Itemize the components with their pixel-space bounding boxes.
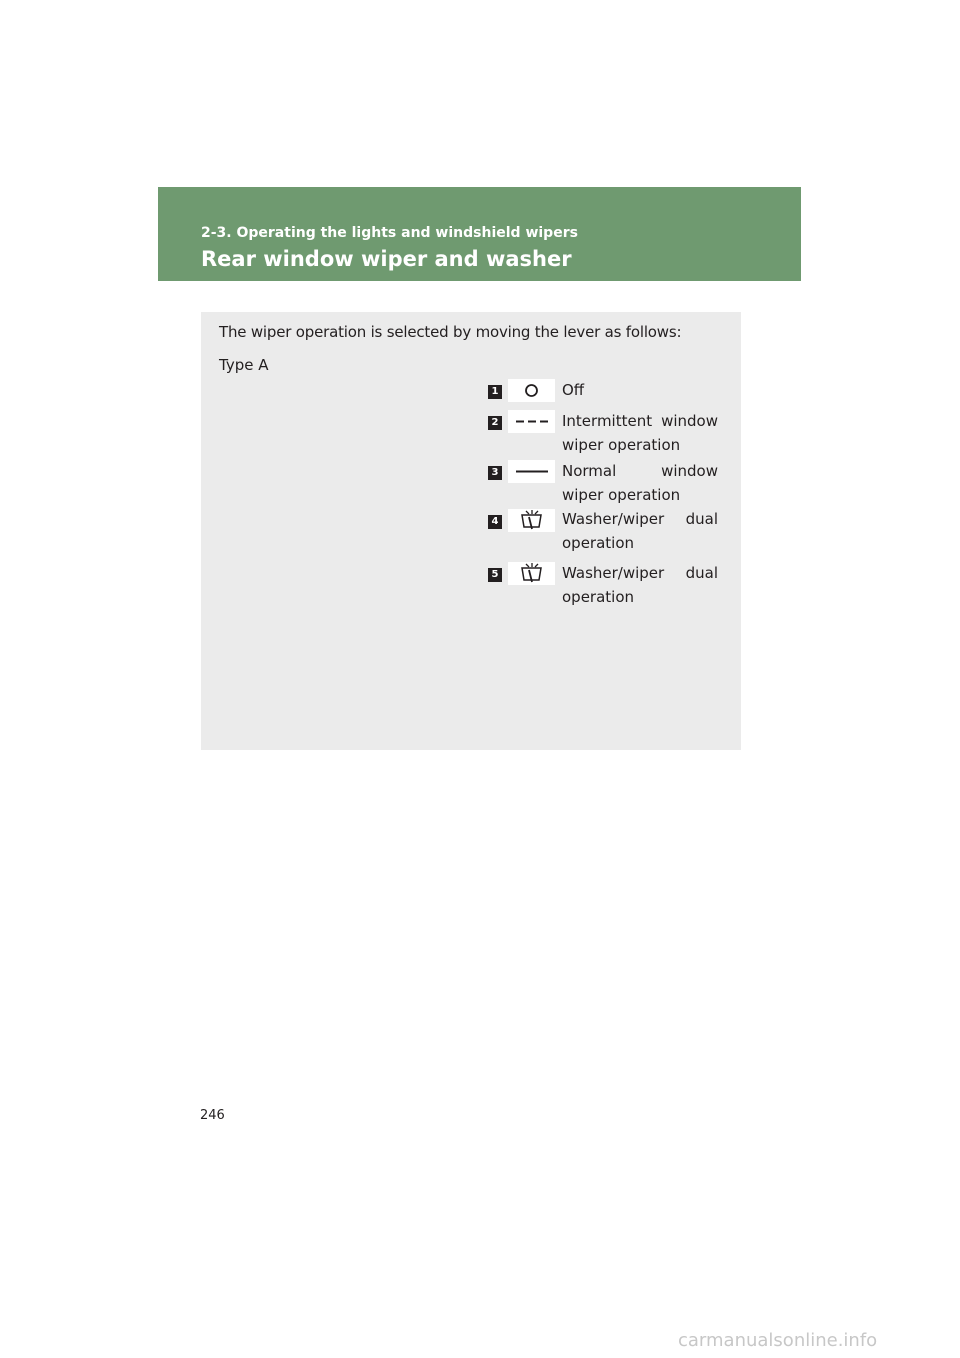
dashed-line-icon [508,410,555,433]
item-number-badge: 4 [488,515,502,529]
section-label: 2-3. Operating the lights and windshield wipers [201,225,578,241]
washer-wiper-icon [508,562,555,585]
header-band [158,187,801,281]
type-label: Type A [219,356,269,374]
item-number-badge: 5 [488,568,502,582]
watermark: carmanualsonline.info [678,1330,878,1351]
item-label: Intermittent window wiper operation [562,412,718,454]
item-label: Off [562,381,585,399]
page-title: Rear window wiper and washer [201,247,572,271]
solid-line-icon [508,460,555,483]
item-number-badge: 3 [488,466,502,480]
item-label: Washer/wiper dual operation [562,564,718,606]
washer-wiper-icon [508,509,555,532]
circle-off-icon [508,379,555,402]
item-label: Normal window wiper operation [562,462,718,504]
item-label: Washer/wiper dual operation [562,510,718,552]
item-number-badge: 1 [488,385,502,399]
intro-text: The wiper operation is selected by moving the lever as follows: [219,323,682,341]
item-number-badge: 2 [488,416,502,430]
page-number: 246 [200,1108,225,1123]
content-box [201,312,741,750]
